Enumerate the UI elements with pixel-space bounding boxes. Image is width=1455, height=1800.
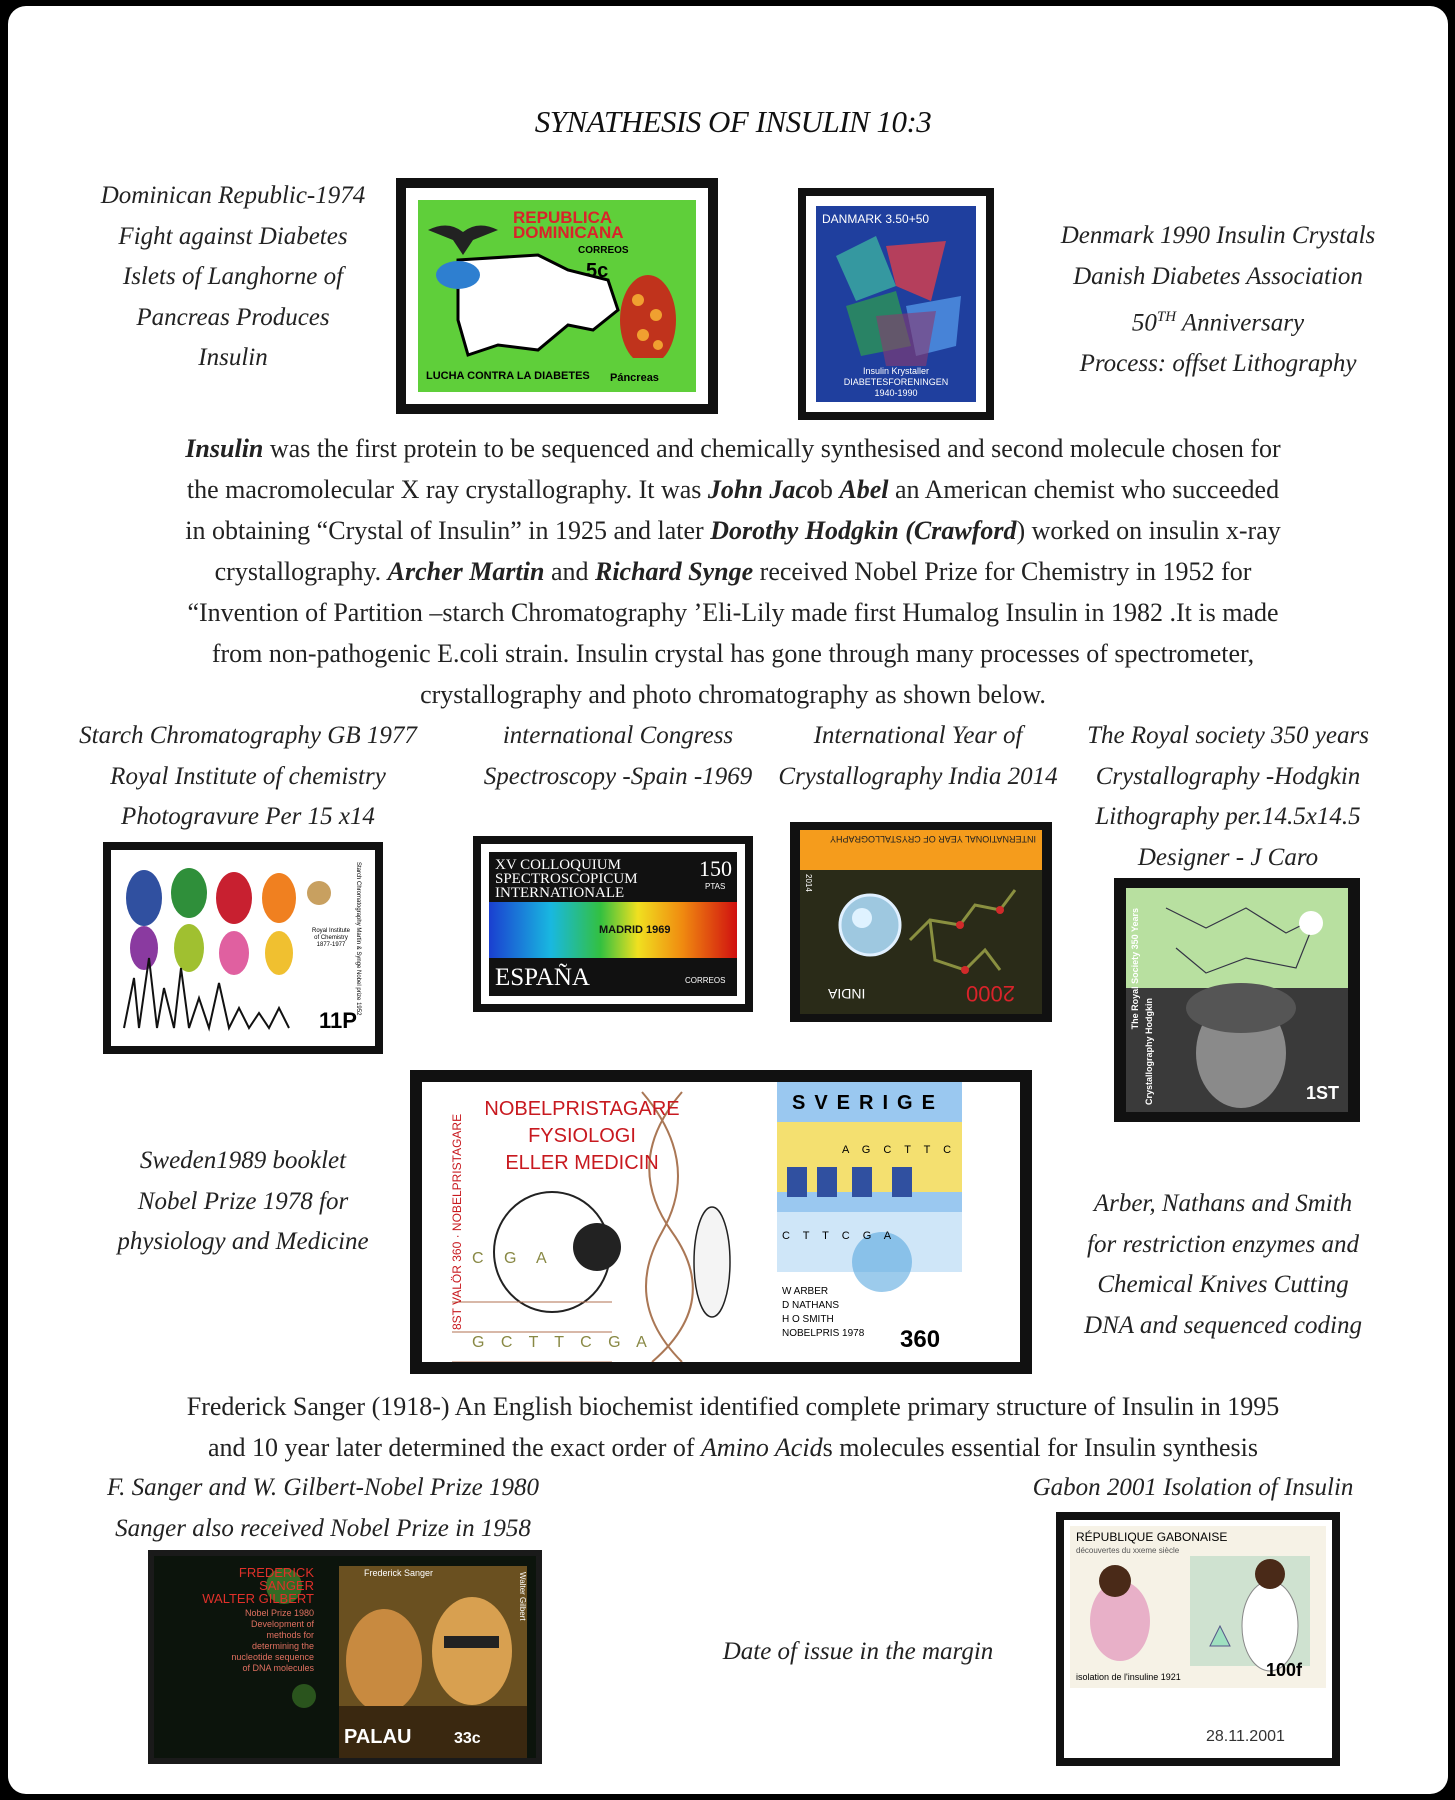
caption-part: 50: [1131, 309, 1157, 337]
stamp-india-crystallography: [790, 822, 1052, 1022]
stamp-text: G C T T C G A: [472, 1334, 653, 1351]
stamp-gabon-design: [1070, 1526, 1326, 1688]
caption-sanger: [88, 1468, 558, 1549]
stamp-gabon-insulin: [1056, 1512, 1340, 1766]
text: b: [819, 475, 840, 504]
caption-line: Denmark 1990 Insulin Crystals: [1060, 222, 1376, 249]
stamp-palau-sanger: [148, 1550, 542, 1764]
caption-line: physiology and Medicine: [117, 1228, 369, 1255]
insulin-history-paragraph: [68, 428, 1398, 715]
stamp-text: MADRID 1969: [599, 924, 671, 936]
text: in obtaining “Crystal of Insulin” in 1925 and later: [185, 516, 711, 545]
stamp-denmark: [798, 188, 994, 420]
stamp-text: DIABETESFORENINGEN: [843, 377, 949, 387]
caption-line: international Congress: [502, 722, 734, 749]
caption-line: for restriction enzymes and: [1087, 1230, 1359, 1258]
stamp-value: 5c: [586, 260, 609, 282]
sweden-booklet-design: [422, 1082, 1020, 1362]
stamp-text: C G A: [472, 1250, 555, 1267]
paragraph-line: “Invention of Partition –starch Chromatography ’Eli-Lily made first Humalog Insulin in 1982 .It is made: [187, 598, 1279, 627]
stamp-value: 100f: [1266, 1660, 1303, 1680]
caption-gabon: [998, 1468, 1388, 1509]
stamp-text: of DNA molecules: [242, 1663, 314, 1673]
caption-line: International Year of: [813, 722, 1023, 749]
caption-line: Starch Chromatography GB 1977: [79, 722, 417, 749]
hodgkin-portrait-illustration: [1126, 888, 1348, 1112]
stamp-text: determining the: [251, 1641, 314, 1651]
caption-royal-society: [1068, 716, 1388, 878]
stamp-text: H O SMITH: [782, 1314, 834, 1325]
caption-line: Islets of Langhorne of: [122, 263, 344, 290]
stamp-text: NOBELPRIS 1978: [782, 1328, 865, 1339]
caption-line: F. Sanger and W. Gilbert-Nobel Prize 1980: [107, 1474, 539, 1501]
stamp-text: C T T C G A: [782, 1230, 897, 1242]
stamp-dominican-republic: [396, 178, 718, 414]
sanger-paragraph: [68, 1386, 1398, 1468]
stamp-value: 2000: [966, 981, 1015, 1006]
stamp-text: REPUBLICA: [513, 208, 613, 227]
stamp-text: SPECTROSCOPICUM: [495, 871, 638, 887]
stamp-text: 1940-1990: [874, 388, 918, 398]
stamp-text: INTERNATIONAL YEAR OF CRYSTALLOGRAPHY: [830, 834, 1037, 844]
stamp-text: XV COLLOQUIUM: [495, 857, 621, 873]
caption-line: Crystallography -Hodgkin: [1095, 762, 1361, 790]
paragraph-line: [68, 469, 1398, 510]
paragraph-line: [68, 551, 1398, 592]
stamp-text: INTERNATIONALE: [495, 885, 625, 901]
stamp-text: ELLER MEDICIN: [505, 1152, 659, 1174]
paragraph-line: Frederick Sanger (1918-) An English biochemist identified complete primary structure of Insulin in 1995: [186, 1392, 1280, 1421]
text: the macromolecular X ray crystallography. It was: [186, 475, 708, 504]
caption-line: Insulin: [198, 344, 268, 371]
stamp-text: LUCHA CONTRA LA DIABETES: [426, 370, 590, 382]
stamp-text: The Royal Society 350 Years: [1130, 908, 1140, 1030]
text: crystallography.: [214, 557, 388, 586]
caption-gb: [78, 716, 418, 838]
date-of-issue: 28.11.2001: [1206, 1728, 1285, 1745]
paragraph-line: crystallography and photo chromatography as shown below.: [420, 680, 1046, 709]
stamp-value: 360: [900, 1326, 941, 1353]
stamp-value: 1ST: [1306, 1083, 1340, 1103]
stamp-text: Starch Chromatography Martin & Synge Nobel prize 1952: [355, 862, 361, 1016]
stamp-text: FYSIOLOGI: [528, 1125, 636, 1147]
emphasis: Abel: [839, 475, 889, 504]
stamp-text: découvertes du xxeme siècle: [1076, 1546, 1180, 1555]
stamp-spain-spectroscopy: [473, 836, 753, 1012]
emphasis: Dorothy Hodgkin (Crawford: [710, 516, 1017, 545]
caption-line: The Royal society 350 years: [1087, 722, 1369, 749]
stamp-text: Insulin Krystaller: [862, 366, 930, 376]
caption-sweden: [78, 1141, 408, 1263]
stamp-text: CORREOS: [685, 976, 726, 985]
caption-line: DNA and sequenced coding: [1084, 1311, 1362, 1339]
stamp-text: Royal Institute of Chemistry 1877-1977: [311, 928, 351, 948]
stamp-text: W ARBER: [782, 1286, 829, 1297]
caption-line: Arber, Nathans and Smith: [1093, 1190, 1353, 1217]
caption-dominican: [68, 176, 398, 379]
caption-part: Anniversary: [1176, 309, 1305, 337]
stamp-text: SANGER: [259, 1578, 314, 1593]
stamp-text: RÉPUBLIQUE GABONAISE: [1076, 1530, 1228, 1544]
emphasis: Insulin: [185, 434, 264, 463]
caption-date-of-issue: [708, 1632, 1008, 1673]
stamp-text: Crystallography Hodgkin: [1144, 998, 1154, 1106]
stamp-text: methods for: [266, 1630, 314, 1640]
stamp-text: 2014: [804, 874, 813, 892]
stamp-text: Walter Gilbert: [518, 1572, 527, 1621]
stamp-denmark-design: [816, 206, 976, 402]
stamp-text: isolation de l'insuline 1921: [1076, 1672, 1181, 1682]
stamp-text: FREDERICK: [238, 1565, 314, 1580]
text: and 10 year later determined the exact order of: [207, 1433, 702, 1462]
caption-line: Fight against Diabetes: [118, 222, 348, 250]
stamp-sweden-booklet: [410, 1070, 1032, 1374]
caption-line: Gabon 2001 Isolation of Insulin: [1032, 1474, 1354, 1501]
caption-line: Sweden1989 booklet: [139, 1147, 347, 1174]
stamp-value: 33c: [454, 1730, 481, 1747]
stamp-spain-design: [489, 852, 737, 996]
caption-line: Date of issue in the margin: [722, 1638, 994, 1665]
stamp-dominican-design: [418, 200, 696, 392]
paragraph-line: from non-pathogenic E.coli strain. Insulin crystal has gone through many processes of spectrometer,: [211, 639, 1255, 668]
caption-line: Royal Institute of chemistry: [110, 762, 386, 790]
stamp-text: Frederick Sanger: [364, 1568, 434, 1578]
stamp-palau-design: [154, 1556, 536, 1758]
caption-line: Spectroscopy -Spain -1969: [483, 762, 753, 790]
text: and: [544, 557, 595, 586]
caption-line: Danish Diabetes Association: [1073, 262, 1363, 290]
emphasis: Richard Synge: [594, 557, 754, 586]
stamp-royal-society-hodgkin: [1114, 878, 1360, 1122]
stamp-text: Nobel Prize 1980: [244, 1608, 314, 1618]
stamp-text: 8ST VALÖR 360 · NOBELPRISTAGARE: [450, 1113, 464, 1331]
caption-line: Crystallography India 2014: [778, 762, 1058, 790]
stamp-value: 11P: [319, 1008, 357, 1033]
stamp-text: SVERIGE: [792, 1092, 944, 1114]
caption-line: Lithography per.14.5x14.5: [1095, 803, 1361, 830]
stamp-text: PTAS: [705, 882, 726, 891]
stamp-text: DANMARK 3.50+50: [822, 212, 930, 226]
stamp-text: DOMINICANA: [513, 223, 624, 242]
stamp-value: 150: [699, 856, 732, 881]
stamp-gb-design: [119, 858, 367, 1038]
caption-line: [1028, 297, 1408, 344]
stamp-india-design: [800, 830, 1042, 1014]
stamp-gb-chromatography: [103, 842, 383, 1054]
caption-denmark: [1028, 216, 1408, 384]
stamp-text: nucleotide sequence: [231, 1652, 314, 1662]
album-page: [8, 6, 1448, 1794]
stamp-text: WALTER GILBERT: [202, 1591, 314, 1606]
caption-arber: [1038, 1184, 1408, 1346]
caption-line: Pancreas Produces: [136, 303, 330, 331]
emphasis: Archer Martin: [387, 557, 545, 586]
text: was the first protein to be sequenced and chemically synthesised and second molecule chosen for: [263, 434, 1281, 463]
text: s molecules essential for Insulin synthesis: [822, 1433, 1259, 1462]
paragraph-line: [68, 1427, 1398, 1468]
text: an American chemist who succeeded: [888, 475, 1280, 504]
stamp-text: D NATHANS: [782, 1300, 840, 1311]
caption-part: TH: [1156, 309, 1177, 325]
stamp-text: INDIA: [828, 986, 866, 1002]
stamp-text: NOBELPRISTAGARE: [484, 1098, 680, 1120]
caption-line: Process: offset Lithography: [1079, 349, 1357, 377]
caption-line: Designer - J Caro: [1137, 843, 1319, 871]
stamp-text: CORREOS: [578, 245, 629, 256]
caption-spain: [468, 716, 768, 797]
caption-line: Photogravure Per 15 x14: [121, 803, 375, 830]
emphasis: Amino Acid: [701, 1433, 823, 1462]
text: ) worked on insulin x-ray: [1016, 516, 1281, 545]
caption-line: Sanger also received Nobel Prize in 1958: [115, 1514, 531, 1542]
stamp-text: Development of: [250, 1619, 314, 1629]
caption-line: Nobel Prize 1978 for: [137, 1187, 349, 1215]
stamp-text: A G C T T C: [842, 1144, 957, 1156]
emphasis: John Jaco: [707, 475, 820, 504]
paragraph-line: [68, 428, 1398, 469]
paragraph-line: [68, 510, 1398, 551]
caption-line: Chemical Knives Cutting: [1097, 1271, 1349, 1298]
stamp-royal-design: [1126, 888, 1348, 1112]
text: received Nobel Prize for Chemistry in 1952 for: [753, 557, 1252, 586]
page-title: SYNATHESIS OF INSULIN 10:3: [534, 104, 932, 139]
caption-line: Dominican Republic-1974: [100, 182, 366, 209]
stamp-text: Páncreas: [610, 372, 659, 384]
stamp-text: PALAU: [344, 1726, 412, 1748]
stamp-text: ESPAÑA: [495, 964, 590, 991]
caption-india: [768, 716, 1068, 797]
